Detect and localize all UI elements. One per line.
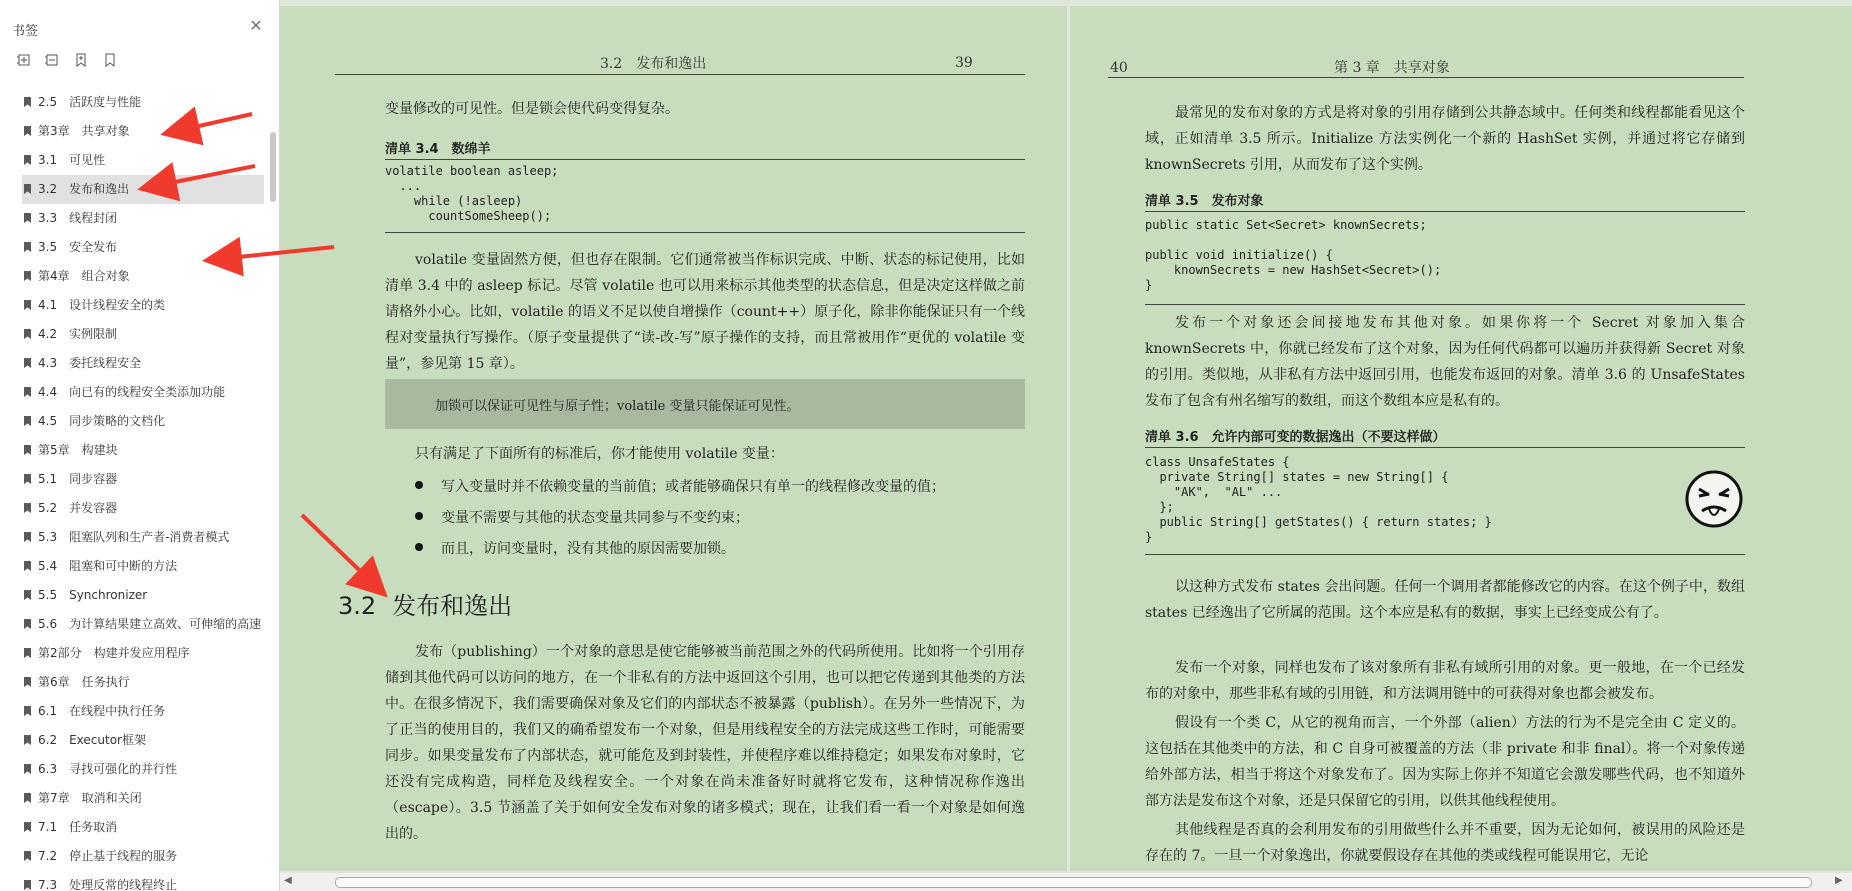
angry-face-icon (1684, 469, 1744, 529)
page-number: 39 (955, 55, 973, 71)
paragraph: 只有满足了下面所有的标准后，你才能使用 volatile 变量： (415, 446, 784, 462)
listing-bottom-rule (1145, 304, 1745, 305)
code-listing: public static Set<Secret> knownSecrets; public void initialize() { knownSecrets = new HashSet<Secret>(); } (1145, 218, 1442, 292)
collapse-all-icon[interactable] (44, 52, 62, 70)
bookmark-item[interactable] (22, 175, 264, 204)
paragraph: 发布一个对象还会间接地发布其他对象。如果你将一个 Secret 对象加入集合 knownSecrets 中，你就已经发布了这个对象，因为任何代码都可以遍历并获得新 Secret 对象的引用。类似地，从非私有方法中返回引用，也能发布返回的对象。清单 3.6 的 UnsafeStates 发布了包含有州名缩写的数组，而这个数组本应是私有的。 (1145, 315, 1745, 409)
callout-text: 加锁可以保证可见性与原子性；volatile 变量只能保证可见性。 (435, 399, 800, 414)
bookmark-item[interactable] (0, 117, 279, 146)
paragraph: 以这种方式发布 states 会出问题。任何一个调用者都能修改它的内容。在这个例子中，数组 states 已经逸出了它所属的范围。这个本应是私有的数据，事实上已经变成公有了。 (1145, 579, 1745, 621)
bookmark-label: 5.5 Synchronizer (38, 588, 148, 602)
bookmark-item[interactable] (0, 726, 279, 755)
bookmark-icon[interactable] (102, 52, 120, 70)
bookmark-item[interactable] (0, 581, 279, 610)
bookmark-item[interactable] (0, 871, 279, 891)
listing-top-rule (1145, 447, 1745, 448)
bookmark-icon (24, 242, 31, 252)
bookmark-label: 6.3 寻找可强化的并行性 (38, 762, 178, 776)
bookmark-label: 4.4 向已有的线程安全类添加功能 (38, 385, 226, 399)
bookmark-item[interactable] (0, 523, 279, 552)
callout-box (385, 379, 1025, 429)
bookmark-icon (24, 416, 31, 426)
bookmark-icon (24, 590, 31, 600)
bookmark-label: 4.5 同步策略的文档化 (38, 414, 166, 428)
page-39 (280, 6, 1067, 871)
code-listing: volatile boolean asleep; ... while (!asleep) countSomeSheep(); (385, 164, 559, 223)
bookmark-label: 4.3 委托线程安全 (38, 356, 142, 370)
bookmark-label: 5.6 为计算结果建立高效、可伸缩的高速 (38, 617, 262, 631)
bookmark-label: 5.4 阻塞和可中断的方法 (38, 559, 178, 573)
paragraph: 其他线程是否真的会利用发布的引用做些什么并不重要，因为无论如何，被误用的风险还是存在的 7。一旦一个对象逸出，你就要假设存在其他的类或线程可能误用它，无论 (1145, 822, 1745, 864)
bookmark-label: 5.1 同步容器 (38, 472, 118, 486)
page-40 (1070, 6, 1852, 871)
bookmark-label: 第3章 共享对象 (38, 124, 130, 138)
bookmark-item[interactable] (0, 784, 279, 813)
bookmark-icon (24, 97, 31, 107)
list-item: 变量不需要与其他的状态变量共同参与不变约束； (415, 507, 749, 527)
bookmark-item[interactable] (0, 436, 279, 465)
bookmark-label: 7.2 停止基于线程的服务 (38, 849, 178, 863)
bookmark-label: 6.1 在线程中执行任务 (38, 704, 166, 718)
bookmark-item[interactable] (0, 378, 279, 407)
bookmark-icon (24, 764, 31, 774)
listing-caption: 清单 3.4 数绵羊 (385, 142, 491, 157)
close-icon[interactable]: ✕ (249, 16, 263, 35)
running-header: 第 3 章 共享对象 (1334, 60, 1450, 76)
bookmark-item[interactable] (0, 465, 279, 494)
bookmark-label: 4.1 设计线程安全的类 (38, 298, 166, 312)
bookmark-item[interactable] (0, 291, 279, 320)
bookmark-label: 6.2 Executor框架 (38, 733, 146, 747)
bookmark-icon (24, 329, 31, 339)
listing-top-rule (385, 159, 1025, 160)
add-bookmark-icon[interactable] (73, 52, 91, 70)
bookmark-label: 7.3 处理反常的线程终止 (38, 878, 178, 891)
paragraph: 假设有一个类 C，从它的视角而言，一个外部（alien）方法的行为不是完全由 C 定义的。这包括在其他类中的方法，和 C 自身可被覆盖的方法（非 private 和非 final）。将一个对象传递给外部方法，相当于将这个对象发布了。因为实际上你并不知道它会激发哪些代码，也不知道外部方法是发布这个对象，还是只保留它的引用，以供其他线程使用。 (1145, 715, 1745, 809)
bookmark-icon (24, 735, 31, 745)
page-number: 40 (1110, 60, 1128, 76)
bookmark-label: 4.2 实例限制 (38, 327, 118, 341)
list-item: 而且，访问变量时，没有其他的原因需要加锁。 (415, 538, 735, 558)
bookmark-item[interactable] (0, 813, 279, 842)
paragraph: volatile 变量固然方便，但也存在限制。它们通常被当作标识完成、中断、状态的标记使用，比如清单 3.4 中的 asleep 标记。尽管 volatile 也可以用来标示其他类型的状态信息，但是决定这样做之前请格外小心。比如，volatile 的语义不足以使自增操作（count++）原子化，除非你能保证只有一个线程对变量执行写操作。（原子变量提供了“读-改-写”原子操作的支持，而且常被用作“更优的 volatile 变量”，参见第 15 章）。 (385, 252, 1025, 372)
bookmark-icon (24, 793, 31, 803)
intro-text: 变量修改的可见性。但是锁会使代码变得复杂。 (385, 101, 679, 117)
sidebar-title: 书签 (12, 24, 39, 39)
paragraph: 发布一个对象，同样也发布了该对象所有非私有域所引用的对象。更一般地，在一个已经发布的对象中，那些非私有域的引用链，和方法调用链中的可获得对象也都会被发布。 (1145, 660, 1745, 702)
sidebar-scrollbar[interactable] (270, 132, 276, 202)
paragraph: 发布（publishing）一个对象的意思是使它能够被当前范围之外的代码所使用。比如将一个引用存储到其他代码可以访问的地方，在一个非私有的方法中返回这个引用，也可以把它传递到其他类的方法中。在很多情况下，我们需要确保对象及它们的内部状态不被暴露（publish）。在另外一些情况下，为了正当的使用目的，我们又的确希望发布一个对象，但是用线程安全的方法完成这些工作时，可能需要同步。如果变量发布了内部状态，就可能危及到封装性，并使程序难以维持稳定；如果发布对象时，它还没有完成构造，同样危及线程安全。一个对象在尚未准备好时就将它发布，这种情况称作逸出（escape）。3.5 节涵盖了关于如何安全发布对象的诸多模式；现在，让我们看一看一个对象是如何逸出的。 (385, 644, 1025, 842)
bookmark-item[interactable] (0, 407, 279, 436)
document-viewer (280, 0, 1852, 875)
bookmark-icon (24, 706, 31, 716)
bookmark-item[interactable] (0, 552, 279, 581)
bookmark-icon (24, 474, 31, 484)
paragraph: 最常见的发布对象的方式是将对象的引用存储到公共静态域中。任何类和线程都能看见这个域，正如清单 3.5 所示。Initialize 方法实例化一个新的 HashSet 实例，并通过将它存储到 knownSecrets 引用，从而发布了这个实例。 (1145, 105, 1745, 173)
scroll-right-icon[interactable]: ▶ (1835, 875, 1843, 886)
bookmark-icon (24, 300, 31, 310)
bookmark-icon (24, 677, 31, 687)
listing-top-rule (1145, 211, 1745, 212)
bookmark-icon (24, 184, 31, 194)
bookmark-item[interactable] (0, 320, 279, 349)
bookmark-icon (24, 532, 31, 542)
bookmark-icon (24, 271, 31, 281)
bookmark-sidebar (0, 0, 280, 891)
bookmark-icon (24, 503, 31, 513)
bookmark-label: 第2部分 构建并发应用程序 (38, 646, 190, 660)
bookmark-item[interactable] (0, 262, 279, 291)
listing-caption: 清单 3.6 允许内部可变的数据逸出（不要这样做） (1145, 430, 1446, 445)
bookmark-icon (24, 445, 31, 455)
bookmark-item[interactable] (0, 494, 279, 523)
bookmark-item[interactable] (0, 755, 279, 784)
bookmark-icon (24, 387, 31, 397)
section-title: 发布和逸出 (392, 592, 513, 620)
bookmark-label: 3.5 安全发布 (38, 240, 118, 254)
header-rule (1108, 77, 1744, 78)
bookmark-label: 第4章 组合对象 (38, 269, 130, 283)
bookmark-label: 5.2 并发容器 (38, 501, 118, 515)
scroll-left-icon[interactable]: ◀ (284, 875, 292, 886)
bookmark-icon (24, 358, 31, 368)
bookmark-icon (24, 213, 31, 223)
bookmark-label: 5.3 阻塞队列和生产者-消费者模式 (38, 530, 230, 544)
bookmark-icon (24, 619, 31, 629)
running-header: 3.2 发布和逸出 (600, 56, 707, 72)
code-listing: class UnsafeStates { private String[] states = new String[] { "AK", "AL" ... }; public String[] getStates() { return states; } } (1145, 455, 1492, 544)
header-rule (335, 74, 1025, 75)
bookmark-item[interactable] (0, 842, 279, 871)
bookmark-icon (24, 851, 31, 861)
bookmark-label: 7.1 任务取消 (38, 820, 118, 834)
bookmark-icon (24, 155, 31, 165)
listing-caption: 清单 3.5 发布对象 (1145, 194, 1264, 209)
bookmark-label: 第5章 构建块 (38, 443, 118, 457)
bookmark-icon (24, 880, 31, 890)
listing-bottom-rule (1145, 554, 1745, 555)
bookmark-icon (24, 648, 31, 658)
bookmark-item[interactable] (0, 610, 279, 639)
section-heading (338, 586, 528, 621)
bookmark-item[interactable] (0, 204, 279, 233)
bookmark-item[interactable] (0, 233, 279, 262)
scrollbar-thumb[interactable] (335, 877, 1812, 888)
bookmark-icon (24, 561, 31, 571)
bookmark-icon (24, 822, 31, 832)
bookmark-item[interactable] (0, 639, 279, 668)
bookmark-item[interactable] (0, 697, 279, 726)
bookmark-label: 2.5 活跃度与性能 (38, 95, 142, 109)
section-number: 3.2 (338, 592, 377, 620)
bookmark-item[interactable] (0, 146, 279, 175)
bookmark-label: 3.2 发布和逸出 (38, 182, 130, 196)
sidebar-header (0, 0, 279, 54)
bookmark-label: 第6章 任务执行 (38, 675, 130, 689)
bookmark-label: 3.1 可见性 (38, 153, 106, 167)
expand-all-icon[interactable] (16, 52, 34, 70)
list-item: 写入变量时并不依赖变量的当前值；或者能够确保只有单一的线程修改变量的值； (415, 476, 945, 496)
bookmark-list (0, 88, 279, 891)
bookmark-item[interactable] (0, 349, 279, 378)
bookmark-item[interactable] (0, 88, 279, 117)
bookmark-label: 第7章 取消和关闭 (38, 791, 142, 805)
bookmark-icon (24, 126, 31, 136)
bookmark-item[interactable] (0, 668, 279, 697)
listing-bottom-rule (385, 232, 1025, 233)
horizontal-scrollbar[interactable] (280, 873, 1852, 891)
bookmark-label: 3.3 线程封闭 (38, 211, 118, 225)
